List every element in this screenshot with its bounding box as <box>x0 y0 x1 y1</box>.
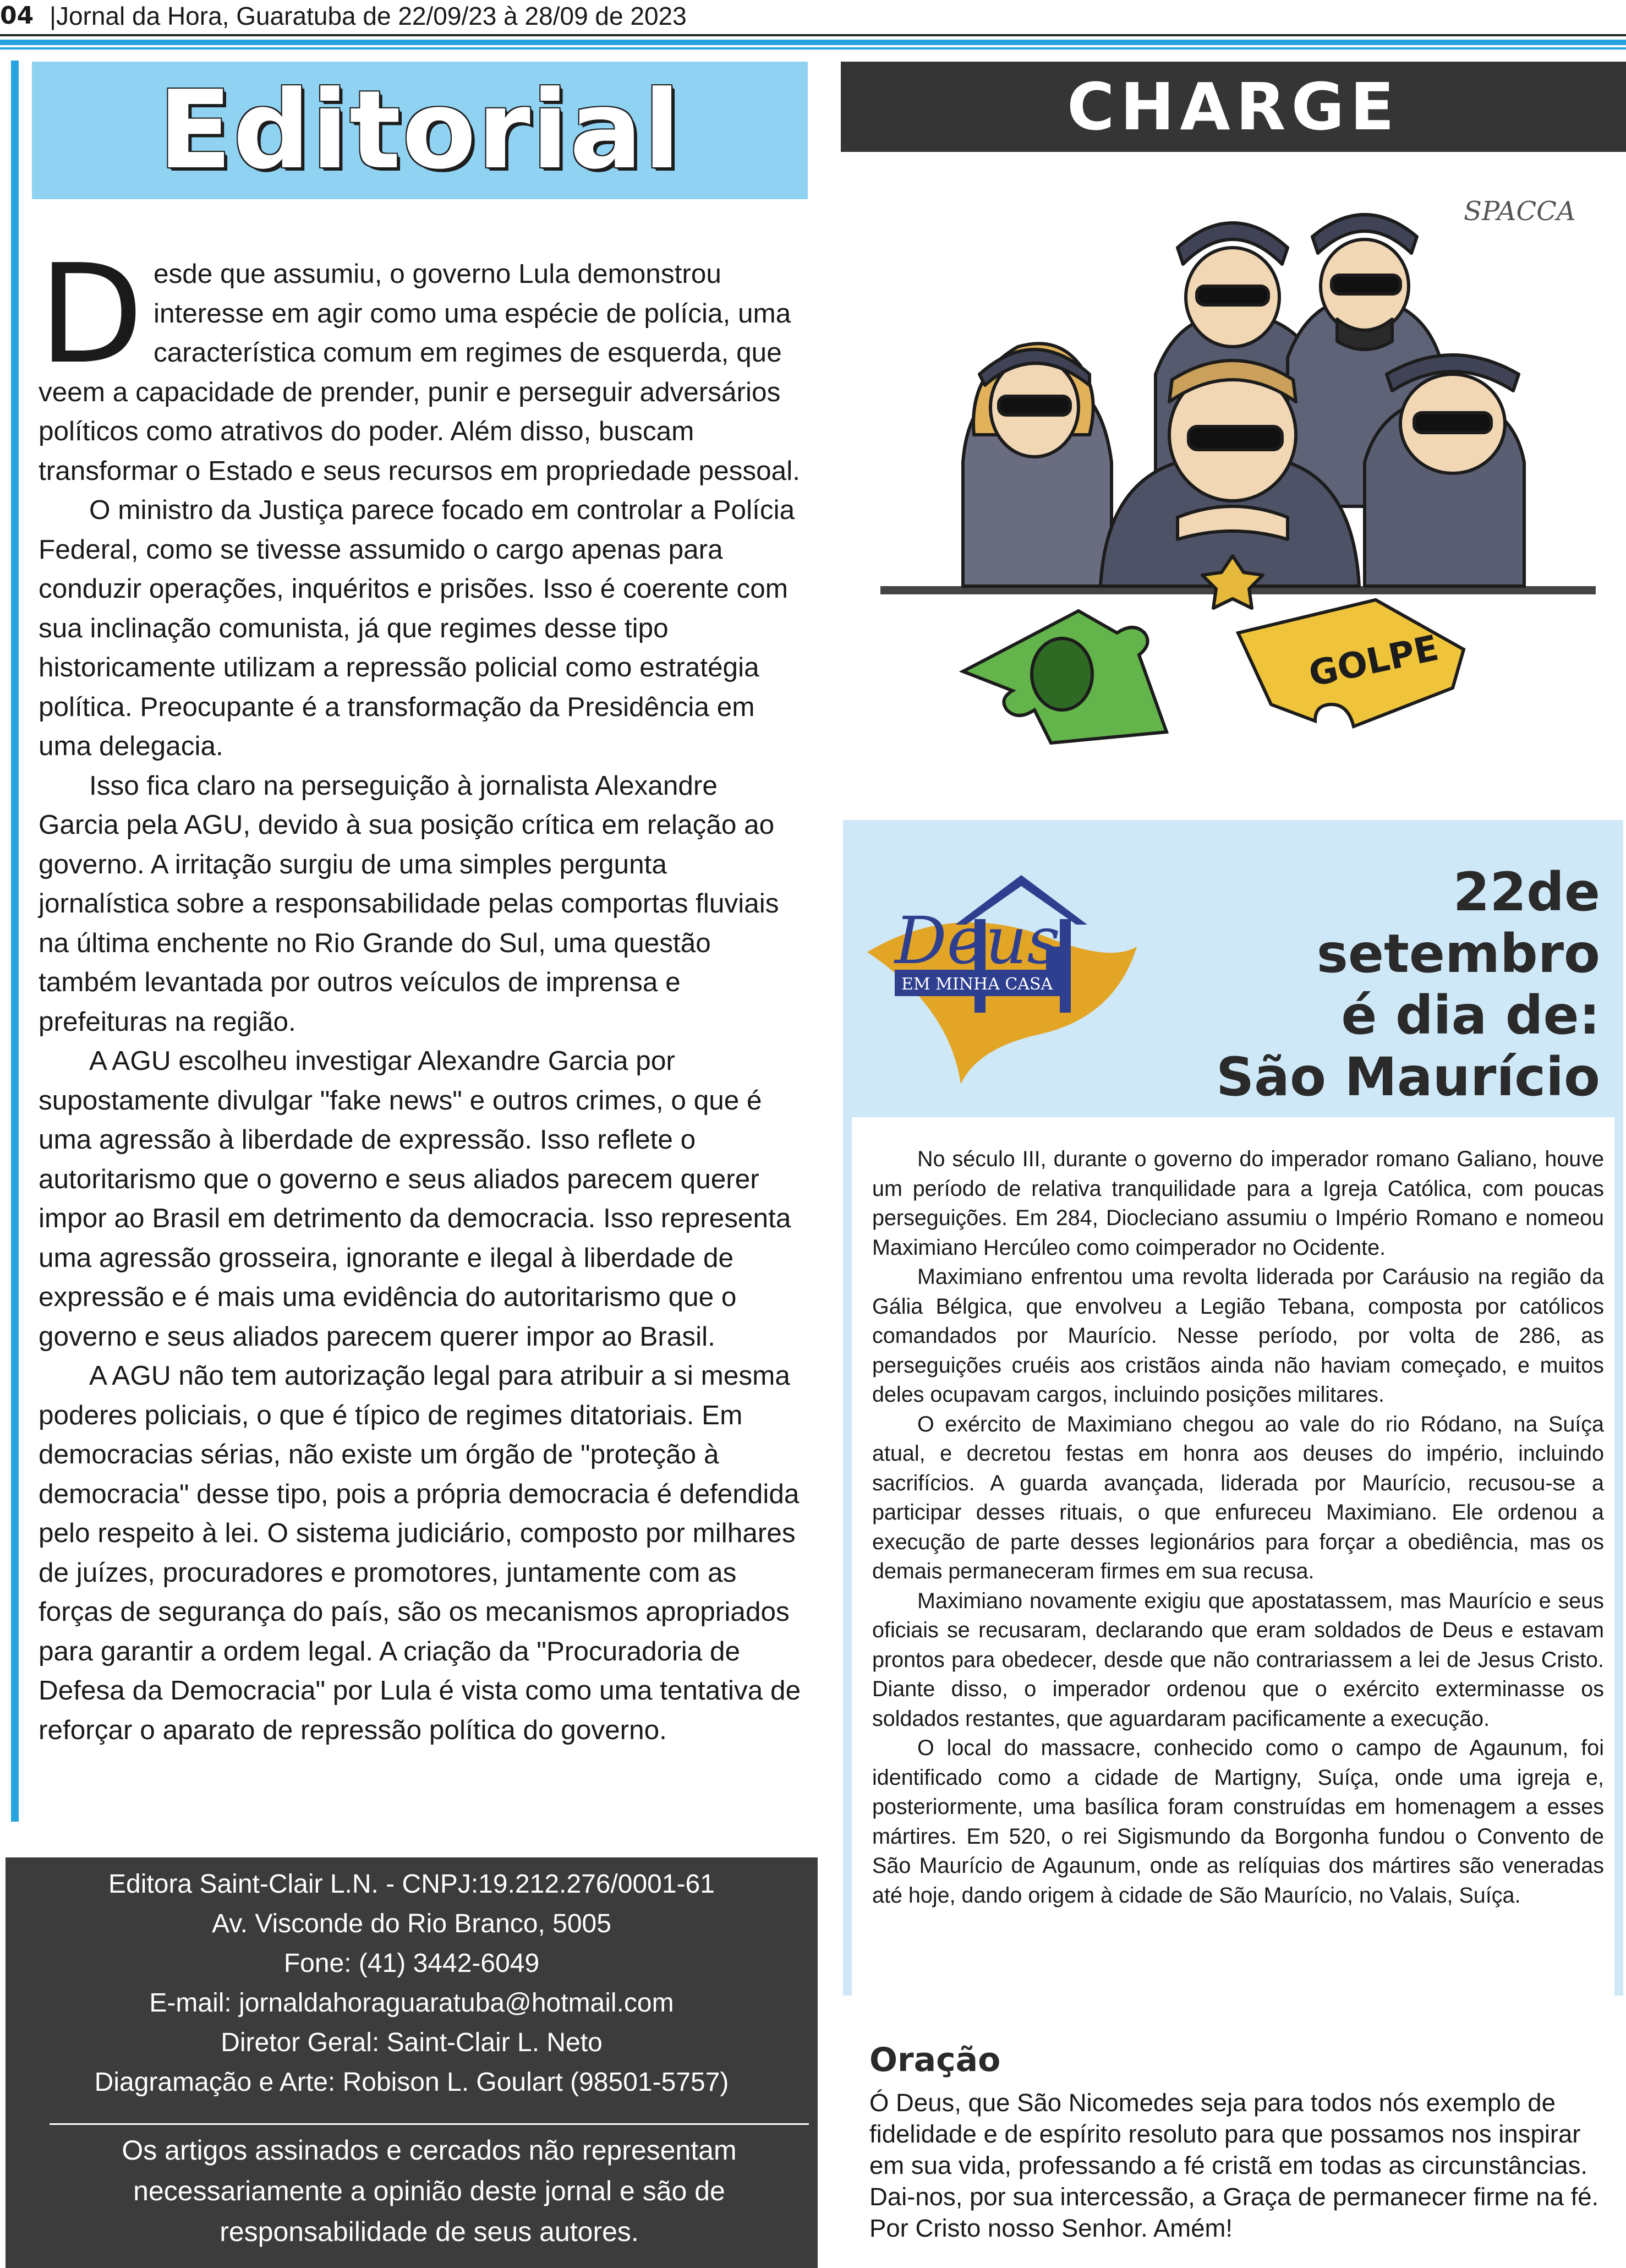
editor-phone: Fone: (41) 3442-6049 <box>283 1949 540 1978</box>
editor-director: Diretor Geral: Saint-Clair L. Neto <box>221 2028 603 2057</box>
editor-disclaimer: Os artigos assinados e cercados não representam necessariamente a opinião deste jornal e são de responsabilidade de seus autores. <box>122 2135 737 2247</box>
editorial-paragraph <box>39 236 804 490</box>
saint-paragraph: O exército de Maximiano chegou ao vale do rio Ródano, na Suíça atual, e decretou festas em honra aos deuses do império, incluindo sacrifícios. A guarda avançada, liderada por Maurício, recusou-se a participar desses rituais, o que enfureceu Maximiano. Ele ordenou a execução de parte desses legionários para forçar a obediência, mas os demais permaneceram firmes em sua recusa. <box>872 1412 1604 1583</box>
editor-company: Editora Saint-Clair L.N. - CNPJ:19.212.276/0001-61 <box>108 1870 715 1899</box>
cartoon-signature: SPACCA <box>1464 196 1576 227</box>
editorial-paragraph-text: esde que assumiu, o governo Lula demonstrou interesse em agir como uma espécie de polícia, uma característica comum em regimes de esquerda, que veem a capacidade de prender, punir e perseguir adversários políticos como atrativos do poder. Além disso, buscam transformar o Estado e seus recursos em propriedade pessoal. <box>39 259 800 486</box>
police-group-illustration <box>963 215 1524 608</box>
header-rule <box>0 34 1626 36</box>
editor-email: E-mail: jornaldahoraguaratuba@hotmail.com <box>149 1988 674 2018</box>
puzzle-piece-portrait <box>963 611 1167 743</box>
prayer-title: Oração <box>869 2041 1001 2079</box>
puzzle-piece-golpe <box>1238 600 1464 726</box>
prayer-text: Ó Deus, que São Nicomedes seja para todos nós exemplo de fidelidade e de espírito resoluto para que possamos nos inspirar em sua vida, professando a fé cristã em todas as circunstâncias. Dai-nos, por sua intercessão, a Graça de permanecer firme na fé. Por Cristo nosso Senhor. Amém! <box>869 2089 1599 2242</box>
publication-line: |Jornal da Hora, Guaratuba de 22/09/23 à 28/09 de 2023 <box>50 2 687 30</box>
saint-date: 22de setembro <box>1316 861 1600 985</box>
editor-address: Av. Visconde do Rio Branco, 5005 <box>212 1909 611 1938</box>
charge-title: CHARGE <box>1066 69 1400 145</box>
page-number: 04 <box>0 2 34 30</box>
saint-paragraph: No século III, durante o governo do imperador romano Galiano, houve um período de relativa tranquilidade para a Igreja Católica, com poucas perseguições. Em 284, Diocleciano assumiu o Império Romano e nomeou Maximiano Hercúleo como coimperador no Ocidente. <box>872 1147 1604 1260</box>
editorial-paragraph: A AGU escolheu investigar Alexandre Garcia por supostamente divulgar "fake news" e outros crimes, o que é uma agressão à liberdade de expressão. Isso reflete o autoritarismo que o governo e seus aliados parecem querer impor ao Brasil em detrimento da democracia. Isso representa uma agressão grosseira, ignorante e ilegal à liberdade de expressão e é mais uma evidência do autoritarismo que o governo e seus aliados parecem querer impor ao Brasil. <box>39 1046 791 1352</box>
saint-paragraph: Maximiano novamente exigiu que apostatassem, mas Maurício e seus oficiais se recusaram, declarando que eram soldados de Deus e estavam prontos para obedecer, desde que não contrariassem a lei de Jesus Cristo. Diante disso, o imperador ordenou que o exército exterminasse os soldados restantes, que aguardaram pacificamente a execução. <box>872 1588 1604 1731</box>
saint-heading <box>1156 861 1600 1108</box>
deus-em-minha-casa-logo <box>856 842 1142 1084</box>
saint-story <box>872 1145 1604 1910</box>
logo-banner-text: EM MINHA CASA <box>901 975 1053 994</box>
editorial-paragraph: A AGU não tem autorização legal para atribuir a si mesma poderes policiais, o que é típico de regimes ditatoriais. Em democracias sérias, não existe um órgão de "proteção à democracia" desse tipo, pois a própria democracia é defendida pelo respeito à lei. O sistema judiciário, composto por milhares de juízes, procuradores e promotores, juntamente com as forças de segurança do país, são os mecanismos apropriados para garantir a ordem legal. A criação da "Procuradoria de Defesa da Democracia" por Lula é vista como uma tentativa de reforçar o aparato de repressão política do governo. <box>39 1360 801 1745</box>
editorial-body <box>39 236 804 1750</box>
editor-divider <box>50 2123 809 2125</box>
editorial-title: Editorial <box>158 68 682 193</box>
puzzle-golpe-label: GOLPE <box>1305 627 1442 695</box>
editor-layout-credit: Diagramação e Arte: Robison L. Goulart (98501-5757) <box>94 2068 729 2097</box>
header-blue-stripe-thin <box>0 47 1626 50</box>
editor-info-lines <box>6 1865 818 2102</box>
drop-cap: D <box>39 236 144 394</box>
logo-word: Deus <box>895 903 1060 979</box>
saint-paragraph: Maximiano enfrentou uma revolta liderada por Caráusio na região da Gália Bélgica, que envolveu a Legião Tebana, composta por católicos comandados por Maurício. Nesse período, por volta de 286, as perseguições cruéis aos cristãos ainda não haviam começado, e muitos deles ocupavam cargos, incluindo posições militares. <box>872 1265 1604 1407</box>
political-cartoon <box>869 176 1607 748</box>
editorial-paragraph: O ministro da Justiça parece focado em controlar a Polícia Federal, como se tivesse assumido o cargo apenas para conduzir operações, inquéritos e prisões. Isso é coerente com sua inclinação comunista, já que regimes desse tipo historicamente utilizam a repressão policial como estratégia política. Preocupante é a transformação da Presidência em uma delegacia. <box>39 495 795 761</box>
saint-paragraph: O local do massacre, conhecido como o campo de Agaunum, foi identificado como a cidade de Martigny, Suíça, onde uma igreja e, posteriormente, uma basílica foram construídas em homenagem a esses mártires. Em 520, o rei Sigismundo da Borgonha fundou o Convento de São Maurício de Agaunum, onde as relíquias dos mártires são veneradas até hoje, dando origem à cidade de São Maurício, no Valais, Suíça. <box>872 1736 1604 1908</box>
editorial-paragraph: Isso fica claro na perseguição à jornalista Alexandre Garcia pela AGU, devido à sua posição crítica em relação ao governo. A irritação surgiu de uma simples pergunta jornalística sobre a responsabilidade pelas comportas fluviais na última enchente no Rio Grande do Sul, uma questão também levantada por outros veículos de imprensa e prefeituras na região. <box>39 770 779 1037</box>
saint-name: São Maurício <box>1216 1046 1600 1108</box>
header-blue-stripe <box>0 40 1626 45</box>
editorial-side-bar <box>11 61 19 1822</box>
saint-day-label: é dia de: <box>1341 985 1600 1046</box>
